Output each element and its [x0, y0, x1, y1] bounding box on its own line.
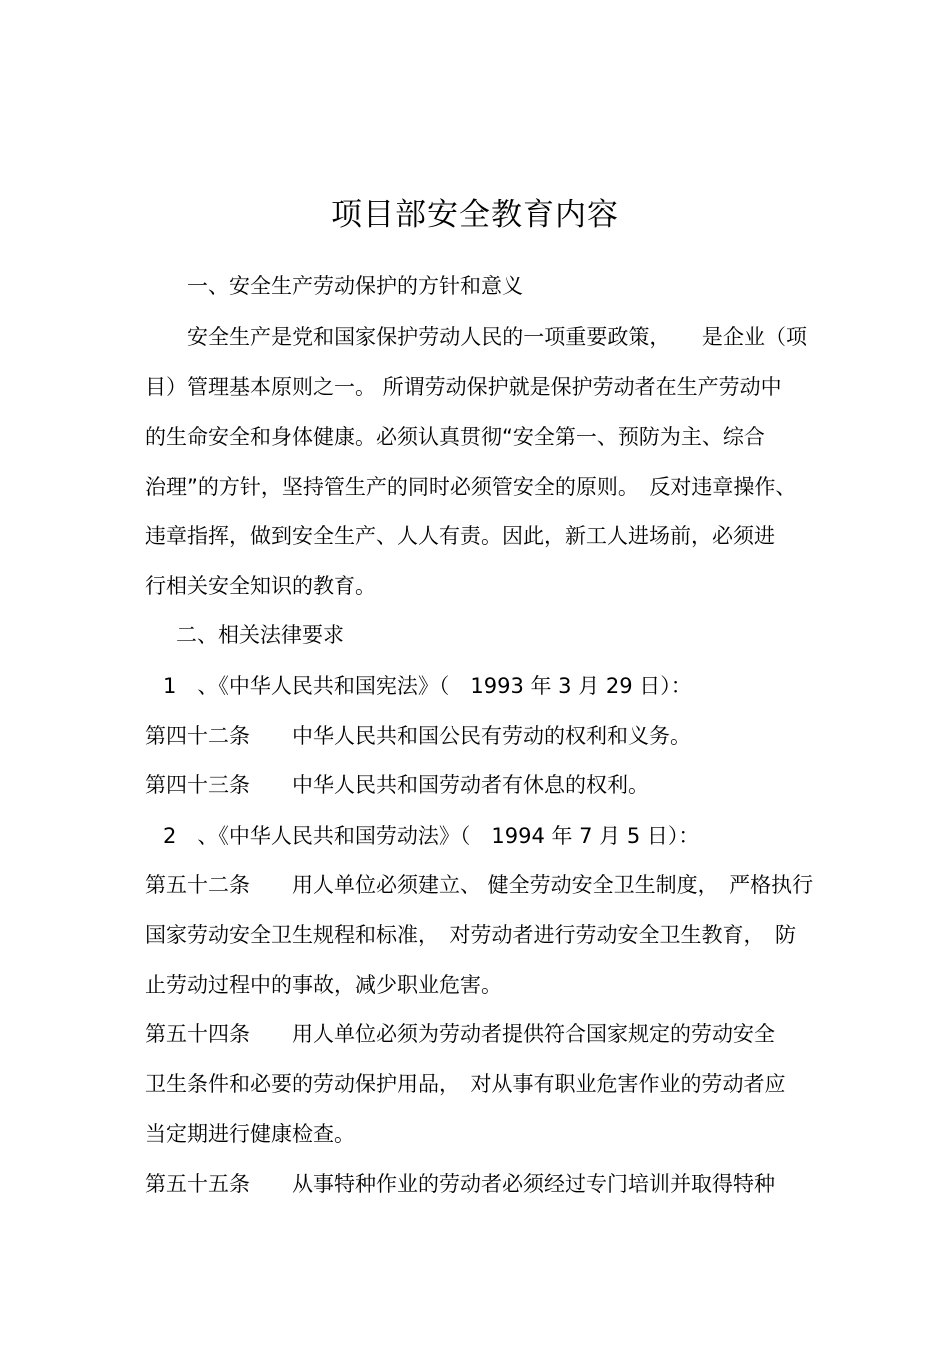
- law-article: 止劳动过程中的事故，减少职业危害。: [145, 973, 502, 997]
- paragraph-line: 安全生产是党和国家保护劳动人民的一项重要政策， 是企业（项: [187, 325, 807, 349]
- law-article: 第五十二条 用人单位必须建立、 健全劳动安全卫生制度， 严格执行: [145, 873, 814, 897]
- law-heading-1: 1 、《中华人民共和国宪法》（ 1993 年 3 月 29 日）：: [163, 674, 692, 698]
- document-title: 项目部安全教育内容: [331, 197, 619, 233]
- paragraph-line: 行相关安全知识的教育。: [145, 574, 376, 598]
- law-article: 第四十二条 中华人民共和国公民有劳动的权利和义务。: [145, 724, 691, 748]
- law-article: 第五十五条 从事特种作业的劳动者必须经过专门培训并取得特种: [145, 1172, 775, 1196]
- paragraph-line: 违章指挥，做到安全生产、人人有责。因此，新工人进场前，必须进: [145, 524, 775, 548]
- section-heading-2: 二、相关法律要求: [176, 623, 344, 647]
- law-article: 当定期进行健康检查。: [145, 1122, 355, 1146]
- paragraph-line: 的生命安全和身体健康。必须认真贯彻“安全第一、预防为主、综合: [145, 425, 765, 449]
- law-heading-2: 2 、《中华人民共和国劳动法》（ 1994 年 7 月 5 日）：: [163, 824, 700, 848]
- section-heading-1: 一、安全生产劳动保护的方针和意义: [187, 274, 523, 298]
- law-article: 第四十三条 中华人民共和国劳动者有休息的权利。: [145, 773, 649, 797]
- paragraph-line: 目）管理基本原则之一。 所谓劳动保护就是保护劳动者在生产劳动中: [145, 375, 782, 399]
- law-article: 第五十四条 用人单位必须为劳动者提供符合国家规定的劳动安全: [145, 1022, 775, 1046]
- law-article: 国家劳动安全卫生规程和标准， 对劳动者进行劳动安全卫生教育， 防: [145, 923, 796, 947]
- law-article: 卫生条件和必要的劳动保护用品， 对从事有职业危害作业的劳动者应: [145, 1072, 786, 1096]
- paragraph-line: 治理”的方针，坚持管生产的同时必须管安全的原则。 反对违章操作、: [145, 475, 797, 499]
